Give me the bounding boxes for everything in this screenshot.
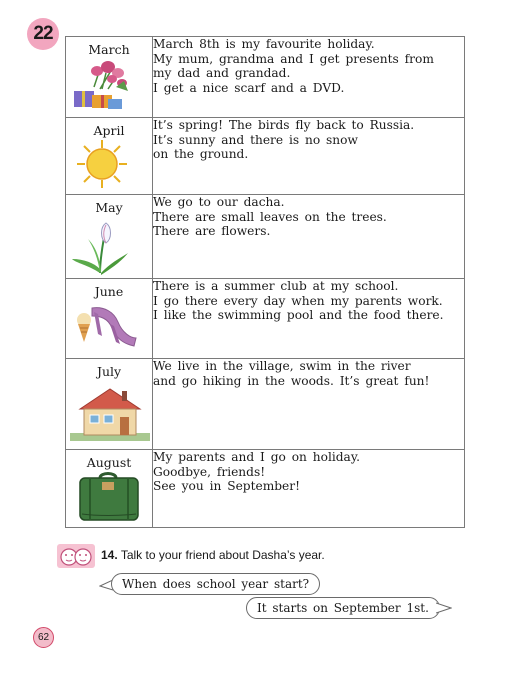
month-cell bbox=[66, 450, 153, 528]
question-bubble: When does school year start? bbox=[111, 573, 320, 595]
table-row bbox=[66, 195, 465, 279]
answer-bubble: It starts on September 1st. bbox=[246, 597, 440, 619]
unit-number-badge: 22 bbox=[27, 18, 59, 50]
month-cell bbox=[66, 359, 153, 450]
table-row bbox=[66, 279, 465, 359]
bubble-tail-right bbox=[436, 601, 452, 615]
month-text: We live in the village, swim in the river and go hiking in the woods. It’s great fun! bbox=[153, 359, 465, 450]
exercise-text: Talk to your friend about Dasha’s year. bbox=[120, 548, 325, 562]
month-cell bbox=[66, 118, 153, 195]
exercise-number: 14. bbox=[101, 548, 118, 562]
suitcase-icon bbox=[76, 470, 142, 524]
month-name: May bbox=[95, 200, 123, 215]
month-text: There is a summer club at my school. I go there every day when my parents work. I like the swimming pool and the food there. bbox=[153, 279, 465, 359]
flowers-and-presents-icon bbox=[72, 57, 130, 113]
month-text: We go to our dacha. There are small leaves on the trees. There are flowers. bbox=[153, 195, 465, 279]
month-text: March 8th is my favourite holiday. My mum, grandma and I get presents from my dad and grandad. I get a nice scarf and a DVD. bbox=[153, 37, 465, 118]
month-cell bbox=[66, 195, 153, 279]
page-number: 62 bbox=[33, 627, 54, 648]
two-faces-icon bbox=[57, 544, 95, 568]
month-cell bbox=[66, 37, 153, 118]
table-row bbox=[66, 450, 465, 528]
table-row bbox=[66, 37, 465, 118]
month-name: July bbox=[96, 364, 122, 379]
month-name: March bbox=[88, 42, 130, 57]
house-icon bbox=[70, 383, 150, 443]
month-text: My parents and I go on holiday. Goodbye, friends! See you in September! bbox=[153, 450, 465, 528]
ice-cream-and-scarf-icon bbox=[74, 298, 140, 356]
month-name: August bbox=[86, 455, 132, 470]
sun-icon bbox=[75, 138, 129, 190]
months-table bbox=[65, 36, 465, 528]
month-name: June bbox=[94, 284, 124, 299]
month-cell bbox=[66, 279, 153, 359]
exercise-instruction bbox=[101, 548, 325, 562]
snowdrop-flower-icon bbox=[70, 215, 130, 277]
month-name: April bbox=[93, 123, 125, 138]
table-row bbox=[66, 359, 465, 450]
table-row bbox=[66, 118, 465, 195]
month-text: It’s spring! The birds fly back to Russia. It’s sunny and there is no snow on the ground. bbox=[153, 118, 465, 195]
